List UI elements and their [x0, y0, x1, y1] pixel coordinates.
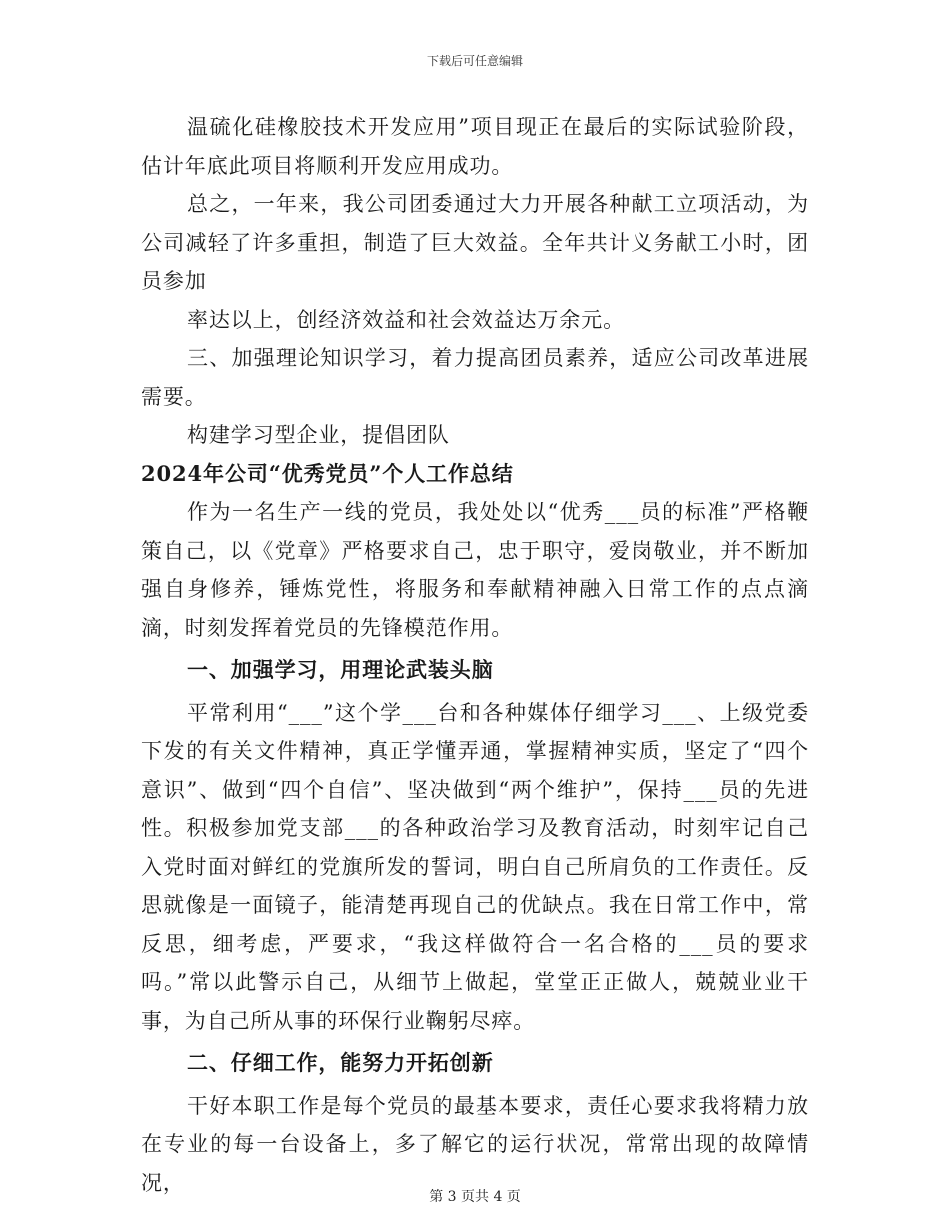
section-heading-1: 一、加强学习，用理论武装头脑 [187, 657, 494, 682]
paragraph-section-three: 三、加强理论知识学习，着力提高团员素养，适应公司改革进展需要。 [141, 346, 809, 409]
document-body [141, 108, 809, 1202]
paragraph-learning: 构建学习型企业，提倡团队 [187, 423, 450, 447]
header-note: 下载后可任意编辑 [426, 54, 523, 68]
section-body-1: 平常利用“___”这个学___台和各种媒体仔细学习___、上级党委下发的有关文件精神，真正学懂弄通，掌握精神实质，坚定了“四个意识”、做到“四个自信”、坚决做到“两个维护”，保持___员的先进性。积极参加党支部___的各种政治学习及教育活动，时刻牢记自己入党时面对鲜红的党旗所发的誓词，明白自己所肩负的工作责任。反思就像是一面镜子，能清楚再现自己的优缺点。我在日常工作中，常反思，细考虑，严要求，“我这样做符合一名合格的___员的要求吗。”常以此警示自己，从细节上做起，堂堂正正做人，兢兢业业干事，为自己所从事的环保行业鞠躬尽瘁。 [141, 700, 809, 1033]
paragraph-summary: 总之，一年来，我公司团委通过大力开展各种献工立项活动，为公司减轻了许多重担，制造了巨大效益。全年共计义务献工小时，团员参加 [141, 192, 809, 293]
document-title: 2024年公司“优秀党员”个人工作总结 [141, 460, 514, 486]
section-heading-2: 二、仔细工作，能努力开拓创新 [187, 1050, 494, 1075]
section-body-2: 干好本职工作是每个党员的最基本要求，责任心要求我将精力放在专业的每一台设备上，多了解它的运行状况，常常出现的故障情况， [141, 1093, 809, 1195]
paragraph-intro: 作为一名生产一线的党员，我处处以“优秀___员的标准”严格鞭策自己，以《党章》严格要求自己，忠于职守，爱岗敬业，并不断加强自身修养，锤炼党性，将服务和奉献精神融入日常工作的点点滴滴，时刻发挥着党员的先锋模范作用。 [141, 500, 809, 640]
page-number: 第 3 页共 4 页 [429, 1189, 521, 1205]
paragraph-rate: 率达以上，创经济效益和社会效益达万余元。 [187, 307, 625, 332]
paragraph-continuation: 温硫化硅橡胶技术开发应用”项目现正在最后的实际试验阶段，估计年底此项目将顺利开发应用成功。 [141, 115, 809, 178]
